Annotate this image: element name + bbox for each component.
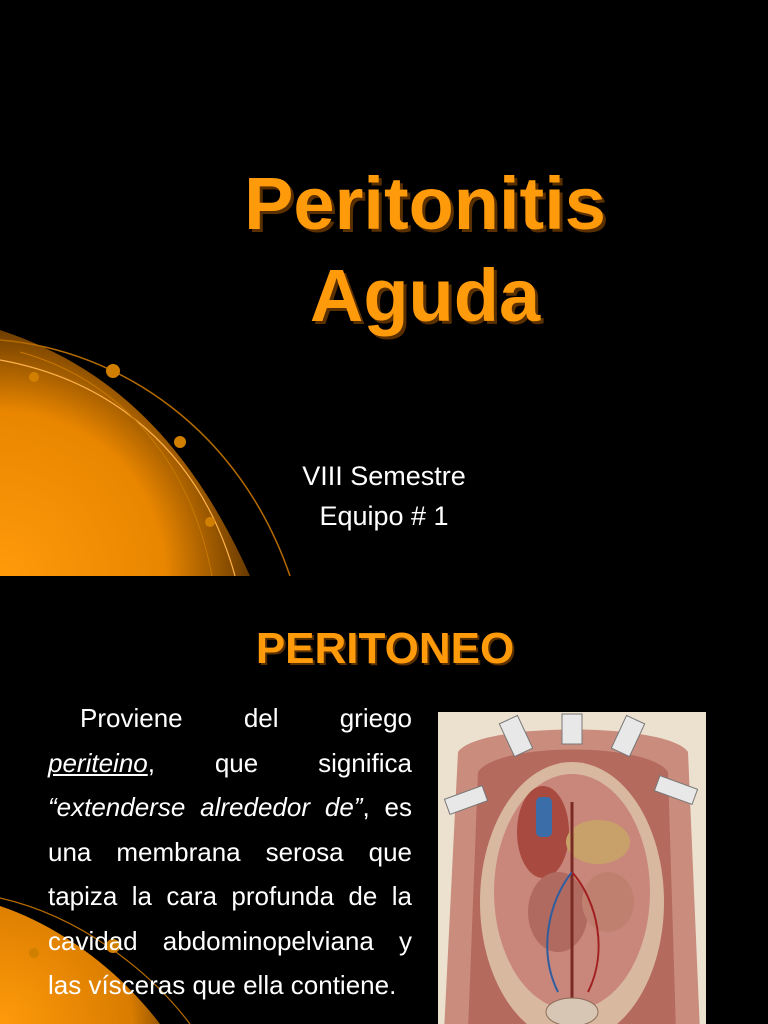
text-part-1: Proviene del griego <box>80 703 412 733</box>
anatomy-icon <box>438 712 706 1024</box>
subtitle-line-1: VIII Semestre <box>302 461 466 491</box>
decoration-dot <box>29 372 39 382</box>
greek-term: periteino <box>48 747 148 778</box>
slide-subtitle <box>250 456 518 536</box>
slide-title: PERITONEO <box>255 624 515 673</box>
title-line-1: Peritonitis <box>244 162 606 245</box>
body-paragraph <box>48 696 412 1008</box>
decoration-dot <box>29 948 39 958</box>
title-line-2: Aguda <box>309 254 541 337</box>
decoration-dot <box>174 436 186 448</box>
content-slide <box>0 576 768 1024</box>
text-part-3: , es una membrana serosa que tapiza la cara profunda de la cavidad abdominopelviana y las vísceras que ella contiene. <box>48 792 412 1000</box>
peritoneum-anatomy-illustration <box>438 712 706 1024</box>
subtitle-line-2: Equipo # 1 <box>319 501 449 531</box>
text-part-2: , que significa <box>147 747 412 778</box>
decoration-dot <box>205 517 215 527</box>
slide-title <box>190 158 660 342</box>
term-meaning: “extenderse alrededor de” <box>48 792 363 822</box>
decoration-dot <box>106 364 120 378</box>
